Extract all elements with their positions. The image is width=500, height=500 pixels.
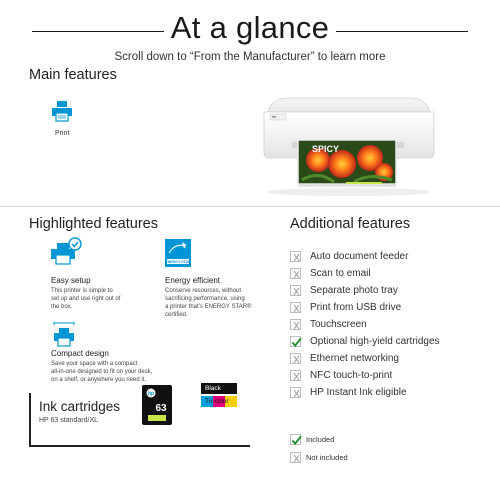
header-rule-right: [336, 31, 468, 32]
additional-feature-row: [290, 368, 392, 382]
feature-compact-design: [51, 322, 201, 388]
black-cartridge-label: Black: [201, 383, 237, 394]
paper-text: SPICY: [312, 144, 340, 154]
cartridge-package-icon: [142, 385, 172, 430]
additional-feature-row: [290, 351, 399, 365]
additional-feature-label: Ethernet networking: [310, 352, 399, 364]
energy-efficient-title: Energy efficient: [165, 276, 220, 285]
additional-feature-row: [290, 266, 371, 280]
x-icon: [290, 353, 301, 364]
additional-feature-row: [290, 317, 367, 331]
ink-cartridges-title: Ink cartridges: [39, 399, 121, 414]
additional-feature-row: [290, 283, 398, 297]
check-icon: [290, 434, 301, 445]
print-label: Print: [55, 130, 70, 137]
x-icon: [290, 452, 301, 463]
tricolor-cartridge-label: Tri-color: [201, 396, 237, 407]
ink-cartridges-panel: [29, 385, 250, 447]
section-divider: [0, 206, 500, 207]
legend-included-label: Included: [306, 435, 335, 444]
easy-setup-title: Easy setup: [51, 276, 91, 285]
printer-icon: [51, 100, 73, 127]
additional-feature-row: [290, 334, 440, 348]
feature-easy-setup: [51, 237, 156, 309]
additional-feature-label: NFC touch-to-print: [310, 369, 393, 381]
legend-not-included: [290, 452, 348, 463]
additional-feature-label: Separate photo tray: [310, 284, 398, 296]
ink-cartridges-subtitle: HP 63 standard/XL: [39, 417, 99, 424]
energy-star-icon: [165, 239, 191, 272]
x-icon: [290, 319, 301, 330]
legend-included: [290, 434, 334, 445]
photo-paper: [298, 140, 396, 184]
additional-feature-label: Touchscreen: [310, 318, 367, 330]
easy-setup-desc: This printer is simple to set up and use right out of the box.: [51, 288, 121, 310]
additional-feature-label: Scan to email: [310, 267, 371, 279]
main-feature-print: [48, 100, 88, 145]
additional-features-heading: Additional features: [290, 216, 411, 232]
energy-efficient-desc: Conserve resources, without sacrificing performance, using a printer that’s ENERGY STAR® certified.: [165, 288, 252, 318]
x-icon: [290, 370, 301, 381]
x-icon: [290, 387, 301, 398]
additional-feature-label: Optional high-yield cartridges: [310, 335, 440, 347]
additional-feature-label: Auto document feeder: [310, 250, 409, 262]
x-icon: [290, 251, 301, 262]
legend-not-included-label: Not included: [306, 453, 348, 462]
svg-text:63: 63: [155, 403, 167, 414]
page-title: At a glance: [170, 10, 330, 45]
feature-energy-efficient: [165, 239, 290, 319]
x-icon: [290, 268, 301, 279]
highlighted-features-heading: Highlighted features: [29, 216, 158, 232]
compact-design-title: Compact design: [51, 349, 109, 358]
x-icon: [290, 302, 301, 313]
page-subtitle: Scroll down to “From the Manufacturer” to learn more: [114, 51, 386, 63]
additional-feature-row: [290, 300, 401, 314]
x-icon: [290, 285, 301, 296]
compact-design-desc: Save your space with a compact all-in-one designed to fit on your desk, on a shelf, or anywhere you need it.: [51, 361, 153, 383]
check-icon: [290, 336, 301, 347]
additional-feature-row: [290, 249, 408, 263]
additional-feature-label: Print from USB drive: [310, 301, 402, 313]
main-features-heading: Main features: [29, 67, 117, 83]
svg-text:hp: hp: [147, 391, 155, 397]
additional-feature-row: [290, 385, 407, 399]
additional-feature-label: HP Instant Ink eligible: [310, 386, 407, 398]
product-image: [258, 92, 440, 197]
easy-setup-icon: [51, 237, 83, 272]
svg-text:ENERGY STAR: ENERGY STAR: [165, 260, 191, 264]
printer-illustration: [258, 92, 440, 197]
